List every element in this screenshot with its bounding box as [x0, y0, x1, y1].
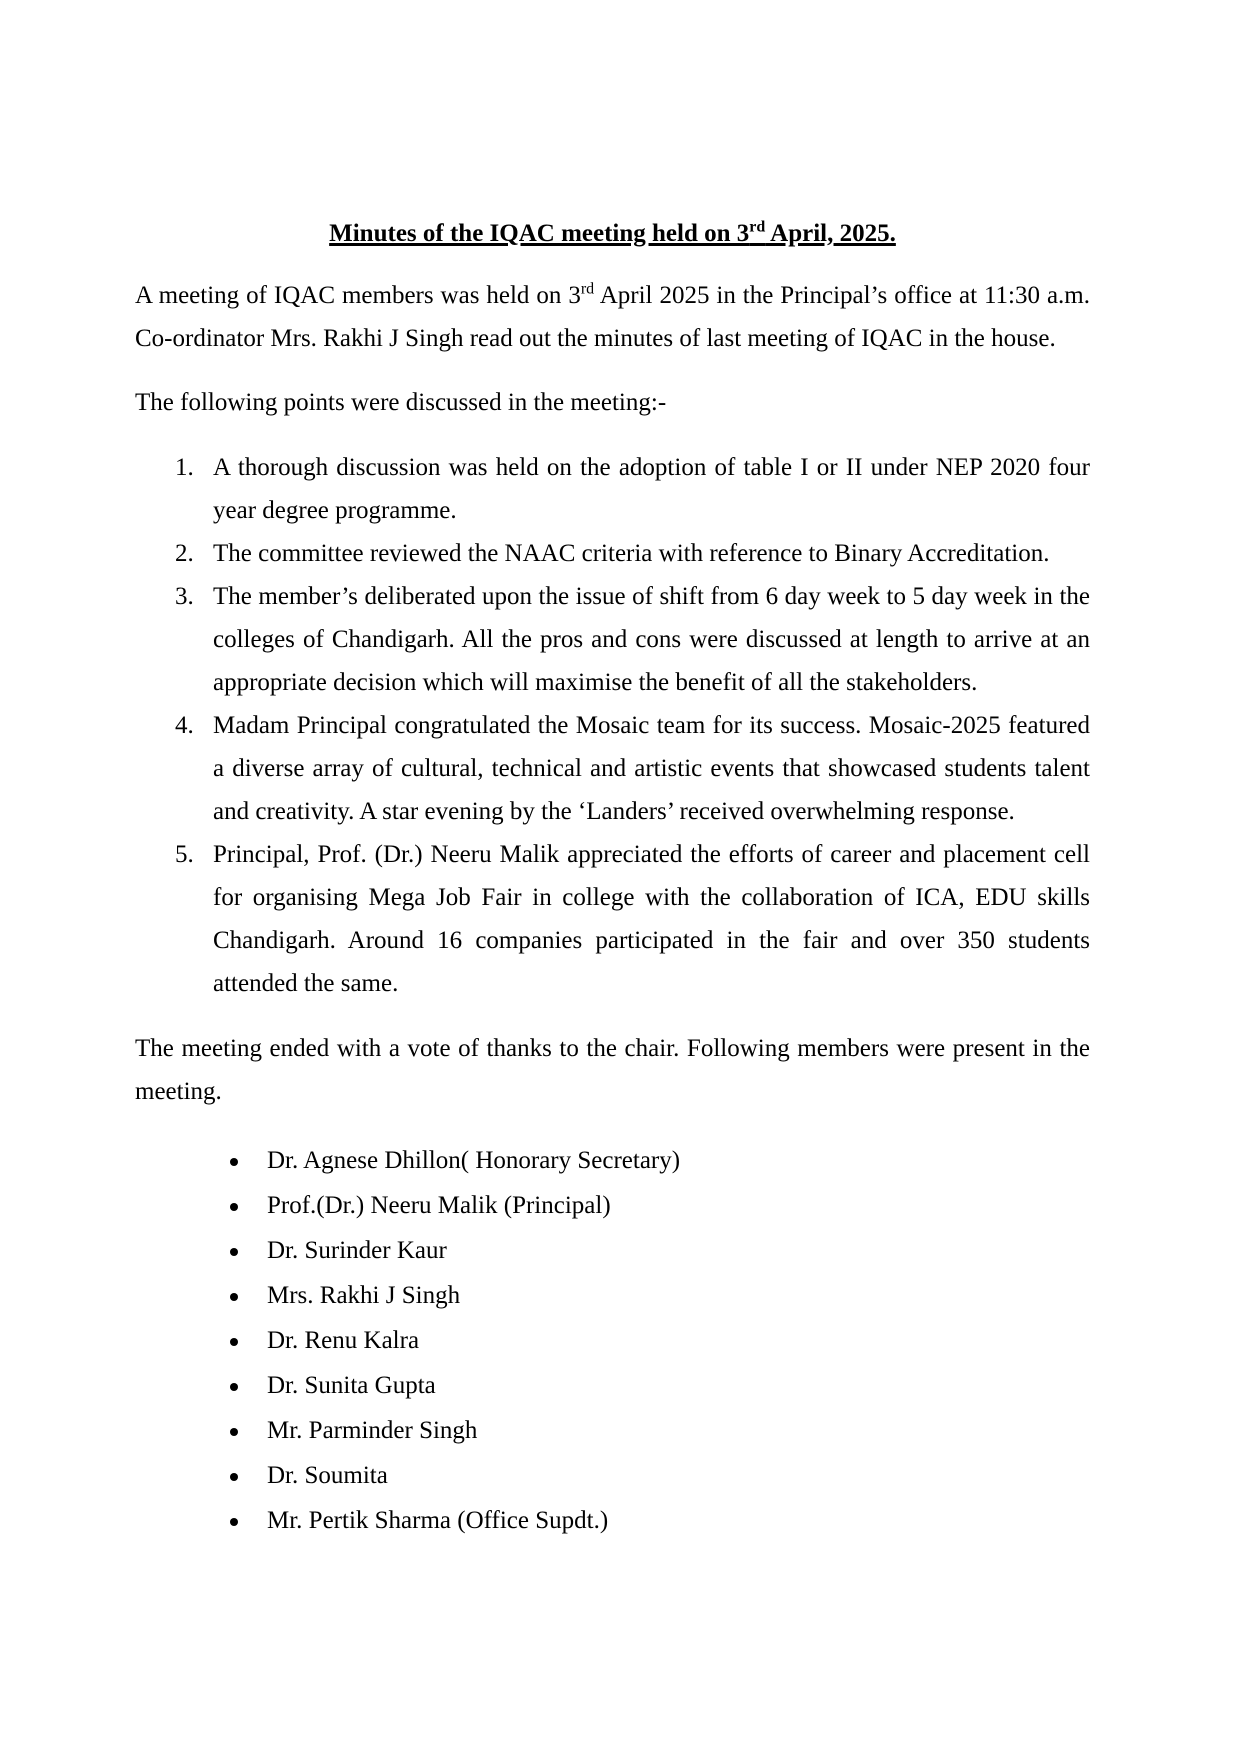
- member-item: [135, 1183, 1090, 1228]
- discussion-point-item: [135, 704, 1090, 833]
- bullet-icon: [230, 1338, 238, 1346]
- bullet-icon: [230, 1428, 238, 1436]
- member-name: Mr. Parminder Singh: [267, 1417, 478, 1444]
- bullet-icon: [230, 1248, 238, 1256]
- discussion-point-item: [135, 446, 1090, 532]
- member-item: [135, 1498, 1090, 1543]
- member-name: Dr. Renu Kalra: [267, 1327, 420, 1354]
- member-item: [135, 1408, 1090, 1453]
- point-number: 1.: [175, 454, 194, 481]
- bullet-icon: [230, 1158, 238, 1166]
- bullet-icon: [230, 1203, 238, 1211]
- point-number: 5.: [175, 841, 194, 868]
- title-text-after: April, 2025.: [765, 220, 896, 247]
- document-content: [135, 212, 1090, 1543]
- intro-superscript: rd: [580, 280, 595, 298]
- point-text: Madam Principal congratulated the Mosaic team for its success. Mosaic-2025 featured a diverse array of cultural, technical and artistic events that showcased students talent and creativity. A star evening by the ‘Landers’ received overwhelming response.: [213, 712, 1090, 825]
- point-text: Principal, Prof. (Dr.) Neeru Malik appreciated the efforts of career and placement cell for organising Mega Job Fair in college with the collaboration of ICA, EDU skills Chandigarh. Around 16 companies participated in the fair and over 350 students attended the same.: [213, 841, 1090, 997]
- member-name: Dr. Soumita: [267, 1462, 388, 1489]
- bullet-icon: [230, 1383, 238, 1391]
- member-name: Prof.(Dr.) Neeru Malik (Principal): [267, 1192, 611, 1219]
- closing-paragraph: The meeting ended with a vote of thanks to the chair. Following members were present in the meeting.: [135, 1035, 1090, 1105]
- points-heading: The following points were discussed in the meeting:-: [135, 389, 667, 416]
- intro-text-before: A meeting of IQAC members was held on 3: [135, 282, 581, 309]
- point-number: 2.: [175, 540, 194, 567]
- members-list: [135, 1138, 1090, 1543]
- member-name: Dr. Sunita Gupta: [267, 1372, 436, 1399]
- point-text: The committee reviewed the NAAC criteria with reference to Binary Accreditation.: [213, 540, 1050, 567]
- document-title: [135, 212, 1090, 255]
- intro-text-after: April 2025 in the Principal’s office at 11:30 a.m. Co-ordinator Mrs. Rakhi J Singh read out the minutes of last meeting of IQAC in the house.: [135, 282, 1090, 352]
- member-item: [135, 1138, 1090, 1183]
- discussion-point-item: [135, 532, 1090, 575]
- member-item: [135, 1273, 1090, 1318]
- point-number: 4.: [175, 712, 194, 739]
- bullet-icon: [230, 1473, 238, 1481]
- member-name: Mr. Pertik Sharma (Office Supdt.): [267, 1507, 609, 1534]
- member-name: Dr. Surinder Kaur: [267, 1237, 447, 1264]
- intro-paragraph: [135, 274, 1090, 360]
- point-text: A thorough discussion was held on the adoption of table I or II under NEP 2020 four year degree programme.: [213, 454, 1090, 524]
- title-superscript: rd: [749, 218, 766, 236]
- member-name: Mrs. Rakhi J Singh: [267, 1282, 461, 1309]
- discussion-point-item: [135, 575, 1090, 704]
- bullet-icon: [230, 1293, 238, 1301]
- point-text: The member’s deliberated upon the issue of shift from 6 day week to 5 day week in the colleges of Chandigarh. All the pros and cons were discussed at length to arrive at an appropriate decision which will maximise the benefit of all the stakeholders.: [213, 583, 1090, 696]
- title-text-before: Minutes of the IQAC meeting held on 3: [329, 220, 750, 247]
- bullet-icon: [230, 1518, 238, 1526]
- member-item: [135, 1318, 1090, 1363]
- member-item: [135, 1453, 1090, 1498]
- discussion-point-item: [135, 833, 1090, 1005]
- member-item: [135, 1228, 1090, 1273]
- discussion-points-list: [135, 446, 1090, 1005]
- member-name: Dr. Agnese Dhillon( Honorary Secretary): [267, 1147, 681, 1174]
- member-item: [135, 1363, 1090, 1408]
- point-number: 3.: [175, 583, 194, 610]
